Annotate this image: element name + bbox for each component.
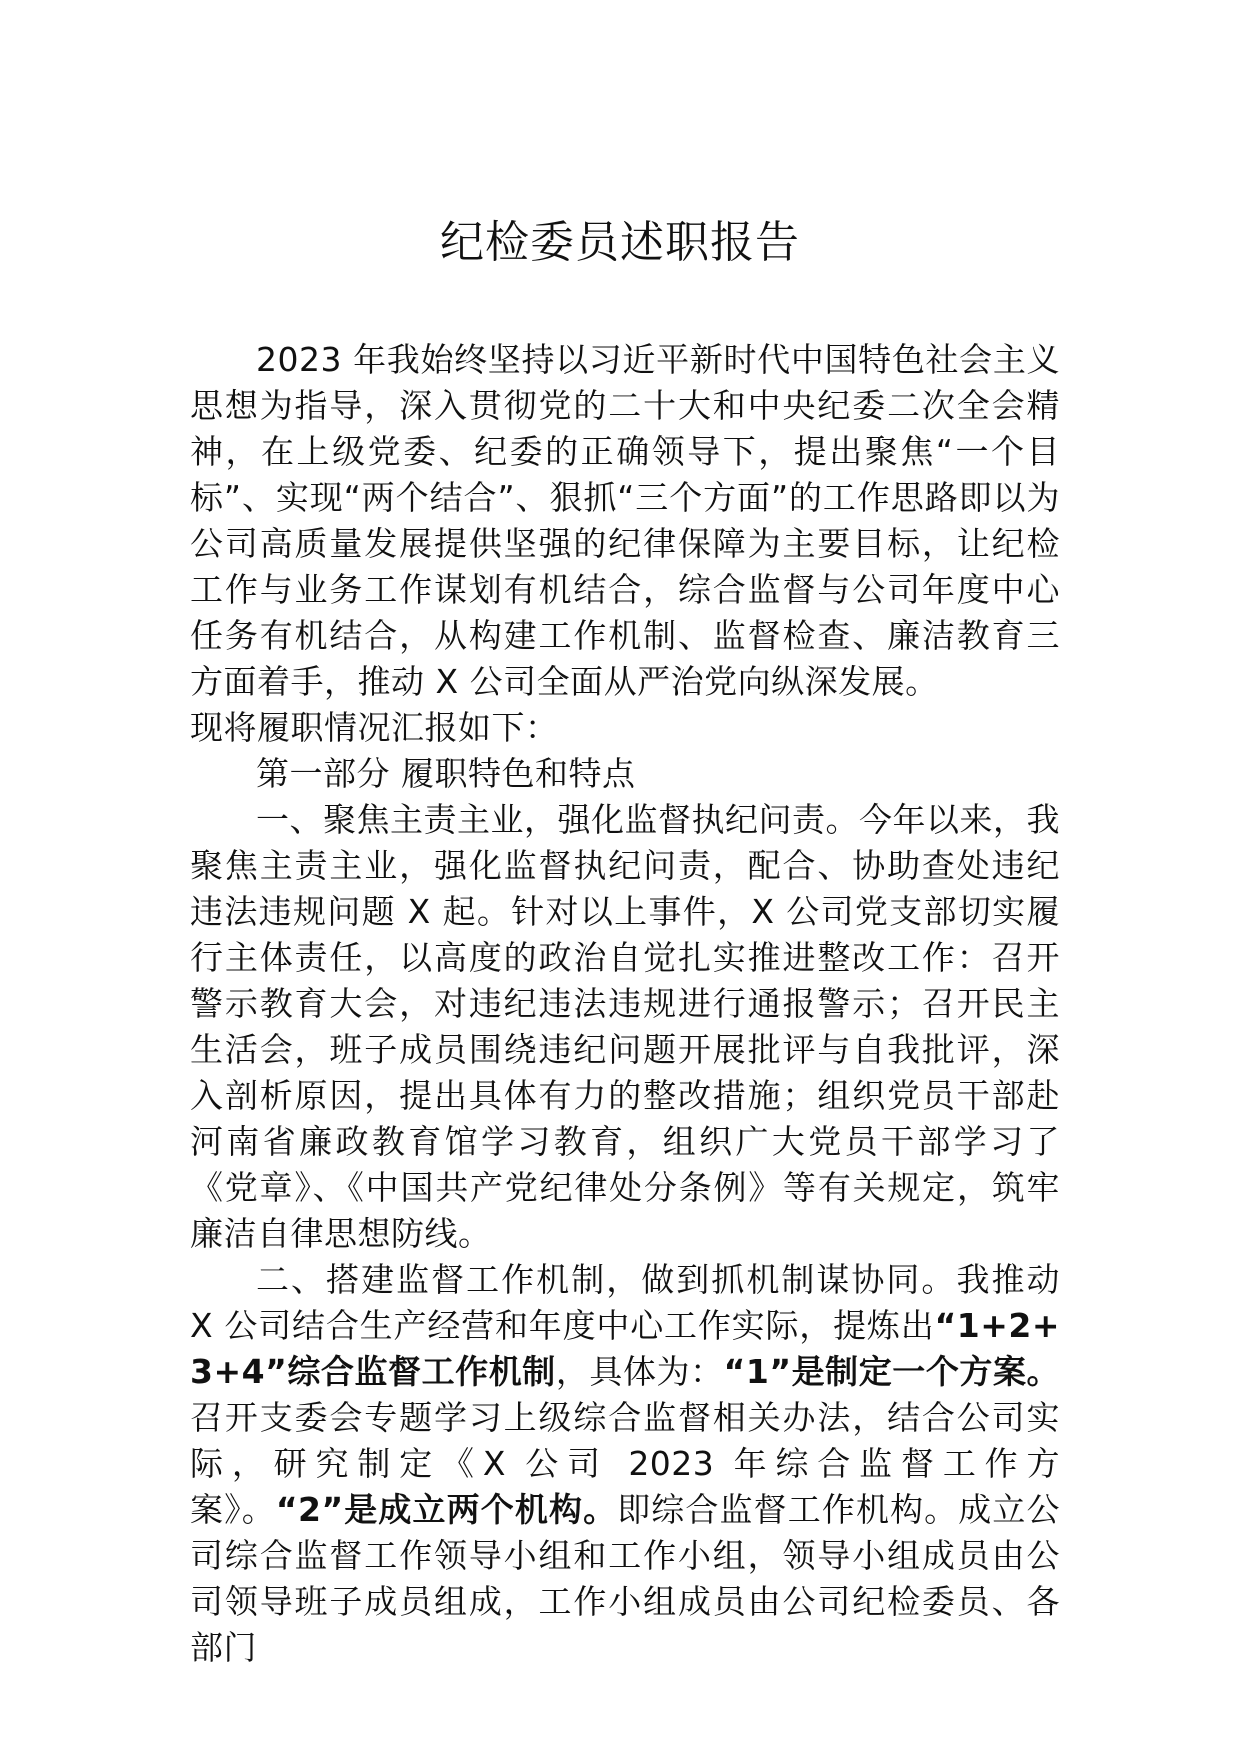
section2-heading: 二、搭建监督工作机制，做到抓机制谋协同。 [256, 1260, 957, 1299]
intro-paragraph [190, 337, 1060, 705]
intro-text: 2023 年我始终坚持以习近平新时代中国特色社会主义思想为指导，深入贯彻党的二十大和中央纪委二次全会精神，在上级党委、纪委的正确领导下，提出聚焦“一个目标”、实现“两个结合”、狠抓“三个方面”的工作思路即以为公司高质量发展提供坚强的纪律保障为主要目标，让纪检工作与业务工作谋划有机结合，综合监督与公司年度中心任务有机结合，从构建工作机制、监督检查、廉洁教育三方面着手，推动 X 公司全面从严治党向纵深发展。 [190, 340, 1060, 701]
document-body [190, 337, 1060, 1671]
section1-text: 今年以来，我聚焦主责主业，强化监督执纪问责，配合、协助查处违纪违法违规问题 X 起。针对以上事件，X 公司党支部切实履行主体责任，以高度的政治自觉扎实推进整改工作：召开警示教育大会，对违纪违法违规进行通报警示；召开民主生活会，班子成员围绕违纪问题开展批评与自我批评，深入剖析原因，提出具体有力的整改措施；组织党员干部赴河南省廉政教育馆学习教育，组织广大党员干部学习了《党章》、《中国共产党纪律处分条例》等有关规定，筑牢廉洁自律思想防线。 [190, 800, 1060, 1253]
section2-paragraph [190, 1257, 1060, 1671]
section2-bold-3: “2”是成立两个机构。 [275, 1490, 618, 1529]
section2-text-1: 我推动 X 公司结合生产经营和年度中心工作实际，提炼出 [190, 1260, 1061, 1345]
section2-bold-2: “1”是制定一个方案。 [723, 1352, 1061, 1391]
section1-paragraph [190, 797, 1060, 1257]
section2-bold-1: “1+2+3+4”综合监督工作机制 [190, 1306, 1060, 1391]
section2-text-4: 即综合监督工作机构。成立公司综合监督工作领导小组和工作小组，领导小组成员由公司领导班子成员组成，工作小组成员由公司纪检委员、各部门 [190, 1490, 1061, 1667]
intro-closing: 现将履职情况汇报如下： [190, 708, 559, 747]
section2-text-3: 召开支委会专题学习上级综合监督相关办法，结合公司实际，研究制定《X 公司 2023 年综合监督工作方案》。 [190, 1398, 1060, 1529]
part1-heading: 第一部分 履职特色和特点 [256, 754, 636, 793]
document-title: 纪检委员述职报告 [440, 217, 800, 268]
section1-heading: 一、聚焦主责主业，强化监督执纪问责。 [256, 800, 859, 839]
section2-text-2: ，具体为： [555, 1352, 724, 1391]
